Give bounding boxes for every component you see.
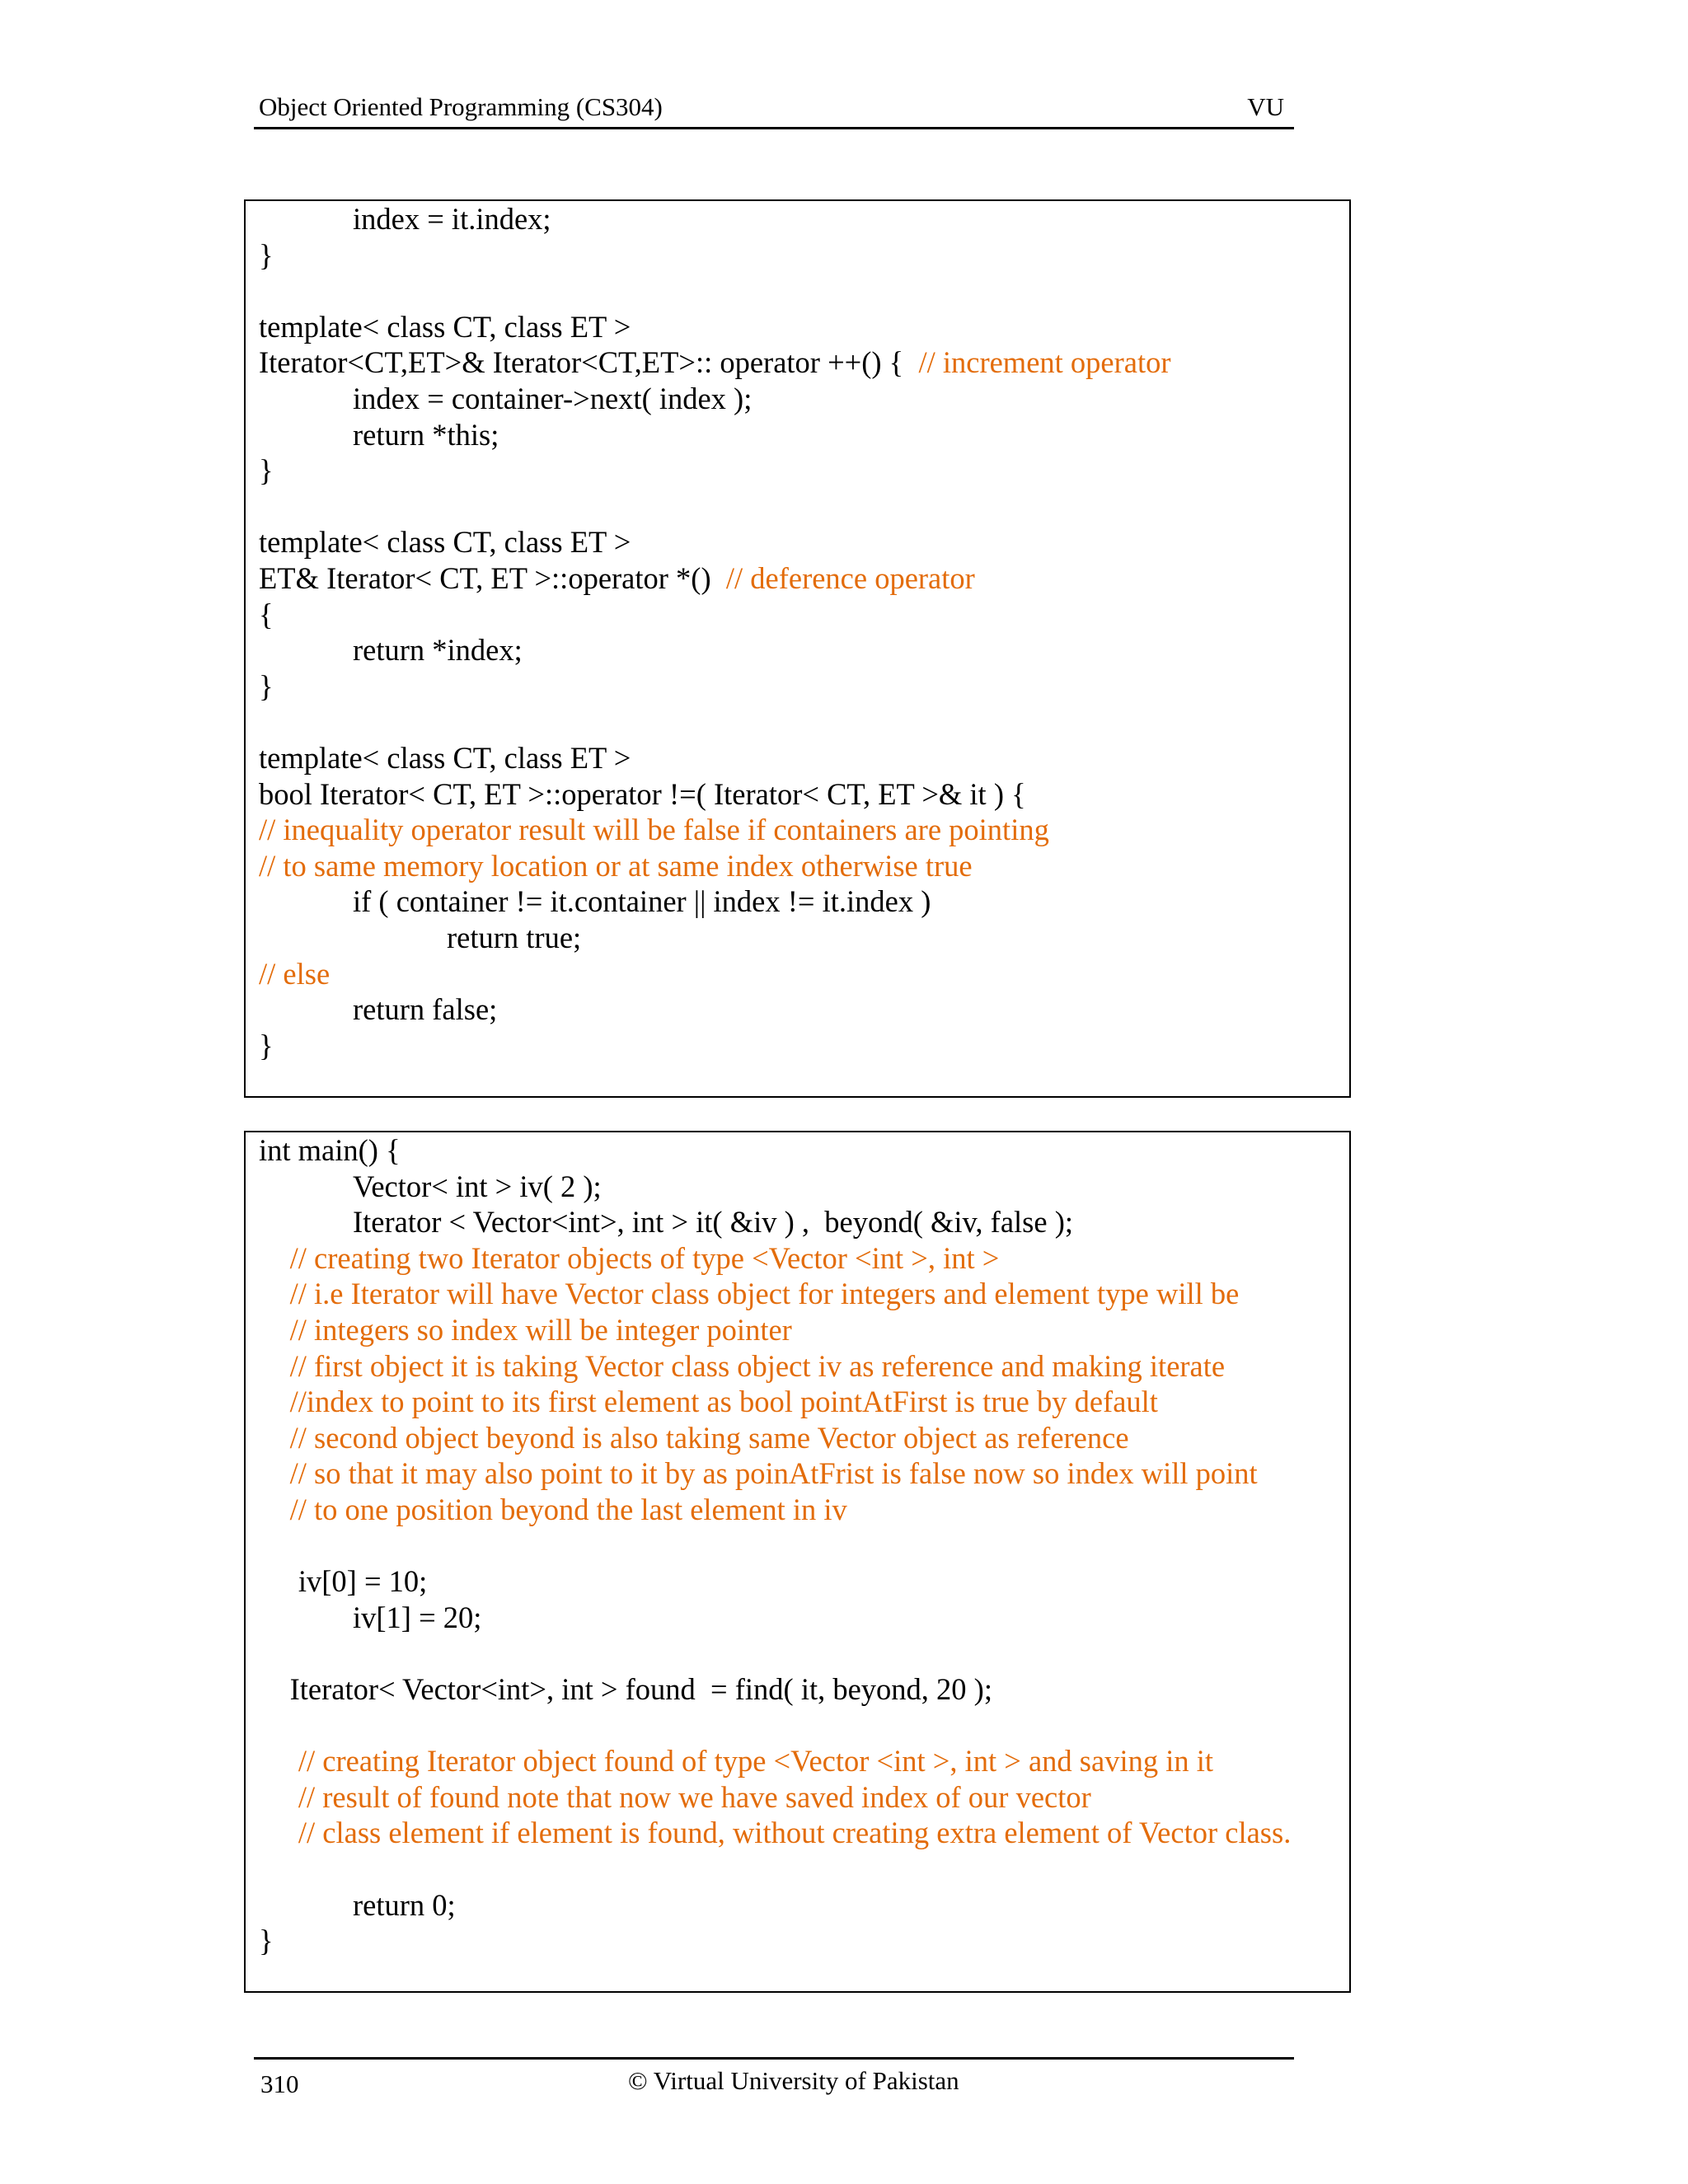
code-text: bool Iterator< CT, ET >::operator !=( Iterator< CT, ET >& it ) { [259,776,1026,811]
code-comment: // so that it may also point to it by as poinAtFrist is false now so index will point [289,1456,1258,1491]
code-line [290,1671,992,1708]
code-line [290,1348,1225,1385]
code-line [290,1420,1129,1456]
code-text: Iterator< Vector<int>, int > found = find( it, beyond, 20 ); [289,1672,992,1706]
code-comment: // creating two Iterator objects of type <Vector <int >, int > [289,1240,1000,1275]
code-text: return false; [353,992,498,1027]
code-block-2 [244,1131,1351,1993]
code-line [353,1204,1073,1240]
code-line [259,812,1049,848]
code-text: ET& Iterator< CT, ET >::operator *() [259,561,726,595]
code-text: Vector< int > iv( 2 ); [353,1169,602,1203]
code-line [259,740,631,776]
code-line [259,1132,401,1169]
code-text: return *this; [353,417,499,452]
code-line [259,597,274,633]
code-text: index = it.index; [353,202,551,236]
code-text: Iterator < Vector<int>, int > it( &iv ) , beyond( &iv, false ); [353,1205,1073,1240]
code-text: } [259,1924,274,1958]
code-line [259,848,973,884]
code-comment: // creating Iterator object found of type <Vector <int >, int > and saving in it [298,1744,1214,1779]
code-line [290,1276,1240,1312]
code-line [259,524,631,560]
code-text: template< class CT, class ET > [259,741,631,775]
code-line [259,237,274,274]
code-block-1 [244,199,1351,1098]
code-comment: // integers so index will be integer pointer [289,1313,792,1347]
code-text: } [259,453,274,488]
code-line [298,1563,427,1600]
code-line [259,956,330,992]
page-header [254,89,1294,129]
code-line [290,1384,1158,1420]
code-line [259,1923,274,1959]
code-text: { [259,597,274,631]
code-line [290,1240,1000,1277]
code-line [298,1815,1291,1851]
code-comment: // class element if element is found, without creating extra element of Vector class. [298,1816,1292,1850]
code-line [298,1779,1091,1816]
code-comment: // increment operator [918,345,1171,380]
code-line [353,991,497,1028]
code-text: index = container->next( index ); [353,382,753,415]
code-text: return *index; [353,633,523,668]
code-line [353,201,551,237]
code-line [259,776,1026,813]
code-comment: // inequality operator result will be false if containers are pointing [259,813,1049,847]
code-comment: // deference operator [725,561,975,595]
code-line [353,632,523,668]
code-line [353,1600,481,1636]
code-line [259,1028,274,1064]
document-title: Object Oriented Programming (CS304) [259,92,663,121]
header-right-label: VU [1247,92,1284,121]
code-comment: // to one position beyond the last element in iv [289,1493,847,1526]
code-comment: // else [259,956,331,991]
code-text: } [259,1028,274,1062]
code-line [290,1492,847,1528]
code-line [259,344,1171,381]
code-line [353,381,752,417]
code-line [290,1312,792,1348]
code-line [259,560,975,597]
code-line [259,452,274,489]
code-line [298,1743,1213,1779]
code-text: int main() { [259,1133,401,1167]
code-text: } [259,668,274,703]
code-line [353,883,931,920]
code-line [353,1169,602,1205]
code-comment: //index to point to its first element as bool pointAtFirst is true by default [289,1385,1158,1419]
code-text: } [259,237,274,272]
code-comment: // result of found note that now we have saved index of our vector [298,1779,1091,1814]
code-comment: // second object beyond is also taking same Vector object as reference [289,1420,1129,1455]
code-line [290,1455,1258,1492]
code-text: Iterator<CT,ET>& Iterator<CT,ET>:: operator ++() { [259,345,919,380]
code-comment: // first object it is taking Vector class object iv as reference and making iterate [289,1348,1226,1383]
code-text: iv[0] = 10; [298,1564,428,1599]
copyright-text: © Virtual University of Pakistan [628,2066,959,2095]
code-line [353,1887,456,1924]
code-text: return true; [447,921,582,954]
code-line [353,417,499,453]
code-text: return 0; [353,1887,456,1922]
code-line [259,668,274,705]
code-text: template< class CT, class ET > [259,525,631,560]
code-line [259,309,631,345]
code-text: template< class CT, class ET > [259,309,631,344]
page-footer [254,2057,1294,2109]
code-text: if ( container != it.container || index != it.index ) [353,884,931,919]
code-line [447,920,581,956]
code-comment: // to same memory location or at same index otherwise true [259,848,973,883]
code-text: iv[1] = 20; [353,1600,482,1634]
code-comment: // i.e Iterator will have Vector class object for integers and element type will be [289,1277,1240,1311]
page-number: 310 [260,2069,299,2098]
